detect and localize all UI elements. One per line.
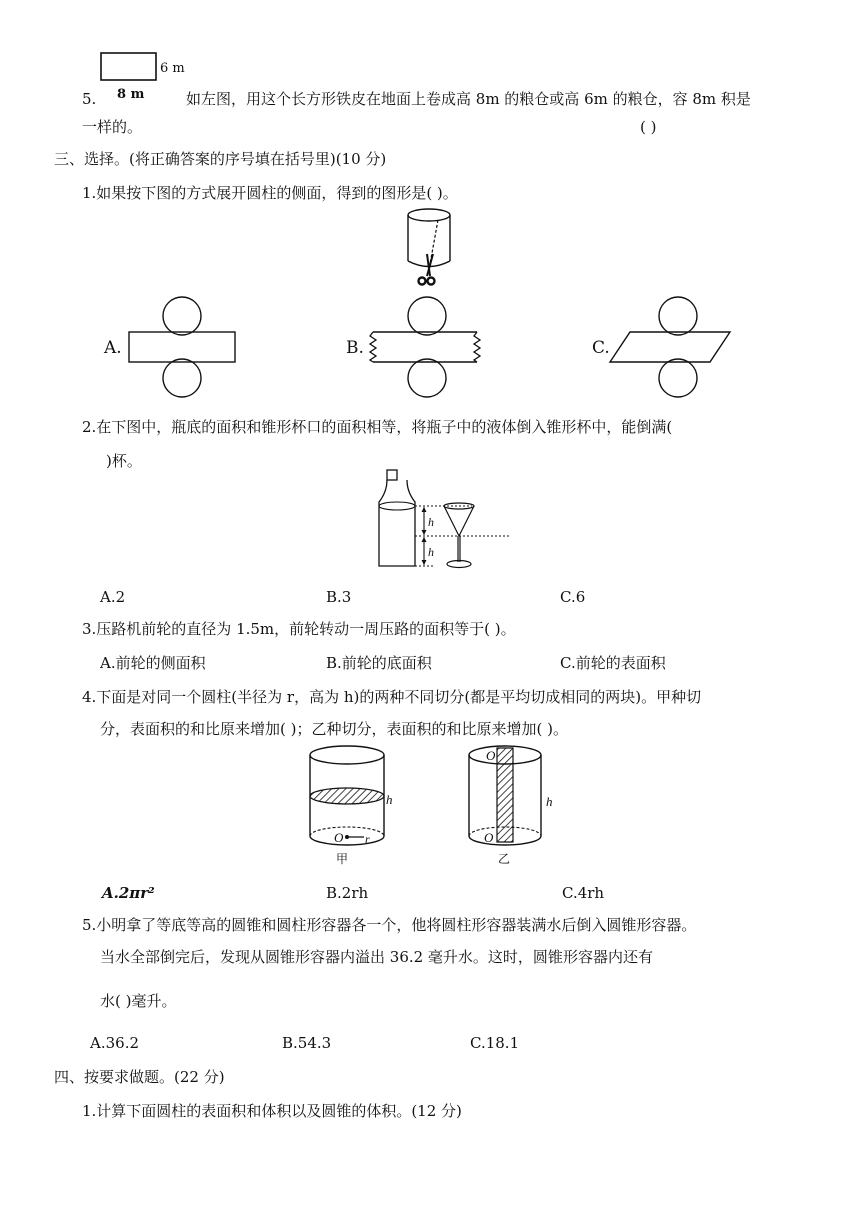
q4-option-b: B.2rh bbox=[326, 884, 369, 902]
tf-question-text: 如左图，用这个长方形铁皮在地面上卷成高 8m 的粮仓或高 6m 的粮仓，容 8m 积是 bbox=[186, 90, 751, 108]
jia-label: 甲 bbox=[336, 852, 349, 866]
choice-q4-text: 4.下面是对同一个圆柱(半径为 r，高为 h)的两种不同切分(都是平均切成相同的两块)。甲种切 bbox=[82, 688, 702, 706]
q1-option-a-figure bbox=[125, 296, 240, 398]
tf-answer-paren[interactable]: ( ) bbox=[640, 118, 657, 136]
choice-q2-text-2: )杯。 bbox=[106, 452, 142, 470]
choice-q1-text: 1.如果按下图的方式展开圆柱的侧面，得到的图形是( )。 bbox=[82, 184, 458, 202]
q3-option-c: C.前轮的表面积 bbox=[560, 654, 666, 672]
q2-h-label-2: h bbox=[428, 545, 434, 559]
q2-option-b: B.3 bbox=[326, 588, 352, 606]
yi-label: 乙 bbox=[498, 852, 511, 866]
section-3-title: 三、选择。(将正确答案的序号填在括号里)(10 分) bbox=[54, 150, 387, 168]
cylinder-jia-figure bbox=[300, 742, 410, 868]
rect-height-label: 6 m bbox=[160, 61, 185, 76]
choice-q4-text-2: 分，表面积的和比原来增加( )；乙种切分，表面积的和比原来增加( )。 bbox=[100, 720, 568, 738]
q1-option-c-figure bbox=[608, 296, 738, 398]
q2-option-c: C.6 bbox=[560, 588, 586, 606]
q2-option-a: A.2 bbox=[100, 588, 126, 606]
tf-question-text-2: 一样的。 bbox=[82, 118, 143, 136]
choice-q5-text-2: 当水全部倒完后，发现从圆锥形容器内溢出 36.2 毫升水。这时，圆锥形容器内还有 bbox=[100, 948, 653, 966]
q3-option-a: A.前轮的侧面积 bbox=[100, 654, 206, 672]
section-4-q1-text: 1.计算下面圆柱的表面积和体积以及圆锥的体积。(12 分) bbox=[82, 1102, 462, 1120]
yi-h-label: h bbox=[546, 794, 553, 809]
q4-option-c: C.4rh bbox=[562, 884, 605, 902]
yi-o-bottom-label: O bbox=[484, 830, 494, 845]
choice-q2-text: 2.在下图中，瓶底的面积和锥形杯口的面积相等，将瓶子中的液体倒入锥形杯中，能倒满( bbox=[82, 418, 673, 436]
cylinder-yi-figure bbox=[462, 742, 572, 868]
q4-option-a: A.2πr² bbox=[102, 884, 155, 902]
q5-option-a: A.36.2 bbox=[90, 1034, 139, 1052]
q1-option-c-label: C. bbox=[592, 338, 610, 358]
q1-option-b-label: B. bbox=[346, 338, 364, 358]
bottle-and-cone-cup-figure bbox=[372, 466, 528, 574]
choice-q5-text: 5.小明拿了等底等高的圆锥和圆柱形容器各一个，他将圆柱形容器装满水后倒入圆锥形容器。 bbox=[82, 916, 697, 934]
q1-option-b-figure bbox=[365, 296, 485, 398]
jia-h-label: h bbox=[386, 792, 393, 807]
section-4-title: 四、按要求做题。(22 分) bbox=[54, 1068, 225, 1086]
scissors-icon bbox=[419, 254, 435, 285]
choice-q3-text: 3.压路机前轮的直径为 1.5m，前轮转动一周压路的面积等于( )。 bbox=[82, 620, 516, 638]
yi-o-top-label: O bbox=[486, 748, 496, 763]
jia-r-label: r bbox=[365, 832, 370, 846]
rect-width-label: 8 m bbox=[117, 87, 145, 102]
q5-option-c: C.18.1 bbox=[470, 1034, 520, 1052]
q3-option-b: B.前轮的底面积 bbox=[326, 654, 432, 672]
q5-option-b: B.54.3 bbox=[282, 1034, 332, 1052]
q1-option-a-label: A. bbox=[104, 338, 122, 358]
jia-o-label: O bbox=[334, 830, 344, 845]
tf-question-number: 5. bbox=[82, 90, 97, 108]
q2-h-label-1: h bbox=[428, 515, 434, 529]
cylinder-cut-figure bbox=[400, 206, 460, 290]
choice-q5-text-3: 水( )毫升。 bbox=[100, 992, 177, 1010]
